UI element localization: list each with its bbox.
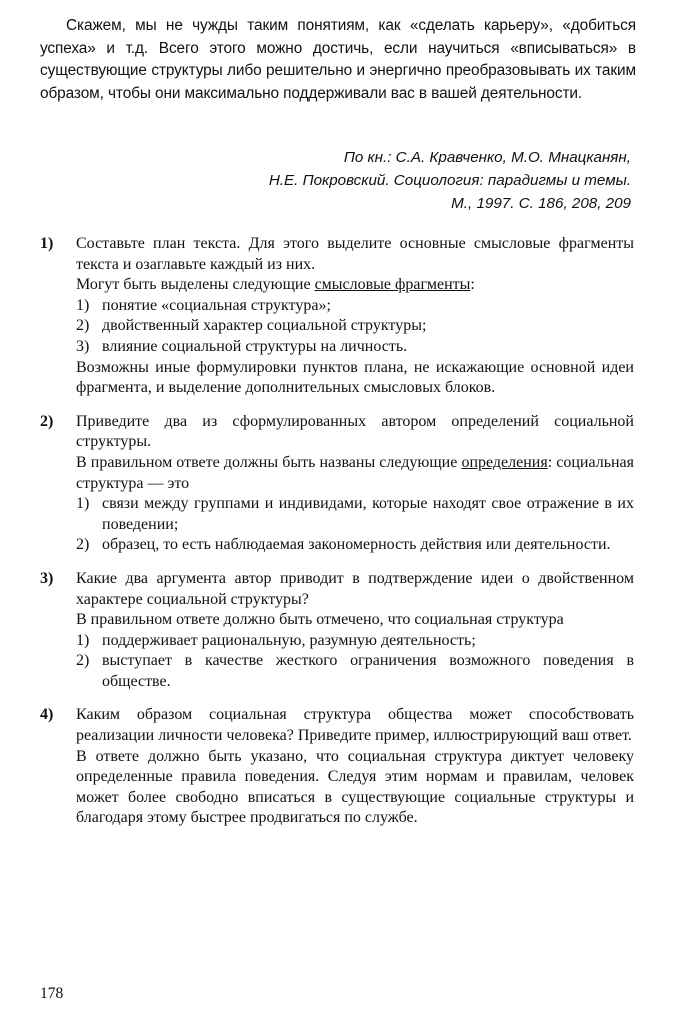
source-citation <box>31 146 631 216</box>
question-text: Составьте план текста. Для этого выделите основные смысловые фрагменты текста и озаглавьте каждый из них. <box>76 235 634 273</box>
list-item-number: 1) <box>76 631 90 649</box>
list-item <box>76 316 634 337</box>
list-item-number: 2) <box>76 652 90 670</box>
list-item-text: понятие «социальная структура»; <box>102 296 331 314</box>
question-1 <box>40 234 634 399</box>
list-item-text: поддерживает рациональную, разумную деятельность; <box>102 631 476 649</box>
answer-lead-text: Могут быть выделены следующие <box>76 276 315 294</box>
answer-lead <box>76 275 634 296</box>
question-4 <box>40 705 634 829</box>
list-item <box>76 535 634 556</box>
list-item-number: 3) <box>76 337 90 355</box>
list-item-number: 1) <box>76 495 90 513</box>
list-item-text: образец, то есть наблюдаемая закономерность действия или деятельности. <box>102 536 611 554</box>
question-number: 3) <box>40 569 54 587</box>
question-text: Каким образом социальная структура общества может способствовать реализации личности человека? Приведите пример, иллюстрирующий ваш ответ. <box>76 706 634 745</box>
list-item-number: 2) <box>76 536 90 554</box>
answer-lead <box>76 453 634 494</box>
list-item-number: 2) <box>76 317 90 335</box>
list-item <box>76 494 634 535</box>
list-item <box>76 651 634 692</box>
answer-lead-text: В правильном ответе должны быть названы следующие <box>76 453 462 471</box>
answer-lead-tail: : <box>470 276 475 294</box>
underlined-term: смысловые фрагменты <box>314 276 471 294</box>
answer-text: В ответе должно быть указано, что социальная структура диктует человеку определенные правила поведения. Следуя этим нормам и правилам, человек может более свободно вписаться в существующие социальные структуры и благодаря этому быстрее продвигаться по службе. <box>76 747 634 827</box>
answer-lead-tail: : социальная структура — это <box>76 453 635 492</box>
underlined-term: определения <box>461 453 548 471</box>
source-line-3: М., 1997. С. 186, 208, 209 <box>451 195 631 213</box>
question-list <box>40 234 634 842</box>
question-3 <box>40 569 634 693</box>
question-number: 1) <box>40 235 54 252</box>
question-2 <box>40 412 634 556</box>
answer-text: В правильном ответе должно быть отмечено, что социальная структура <box>76 611 564 629</box>
answer-note: Возможны иные формулировки пунктов плана, не искажающие основной идеи фрагмента, и выделение дополнительных смысловых блоков. <box>76 358 634 397</box>
source-line-1: По кн.: С.А. Кравченко, М.О. Мнацканян, <box>343 149 631 166</box>
question-text: Какие два аргумента автор приводит в подтверждение идеи о двойственном характере социальной структуры? <box>76 569 634 608</box>
question-number: 4) <box>40 706 54 724</box>
list-item <box>76 337 634 358</box>
list-item-text: двойственный характер социальной структуры; <box>102 317 427 335</box>
list-item <box>76 296 634 317</box>
list-item <box>76 631 634 652</box>
page-number: 178 <box>40 985 64 1002</box>
intro-paragraph: Скажем, мы не чужды таким понятиям, как «сделать карьеру», «добиться успеха» и т.д. Всего этого можно достичь, если научиться «вписываться» в существующие структуры либо решительно и энергично преобразовывать их таким образом, чтобы они максимально поддерживали вас в вашей деятельности. <box>40 17 636 102</box>
list-item-text: выступает в качестве жесткого ограничения возможного поведения в обществе. <box>102 652 634 690</box>
list-item-text: связи между группами и индивидами, которые находят свое отражение в их поведении; <box>102 495 634 533</box>
question-number: 2) <box>40 412 54 430</box>
list-item-text: влияние социальной структуры на личность. <box>102 337 408 355</box>
source-line-2: Н.Е. Покровский. Социология: парадигмы и темы. <box>268 172 631 190</box>
question-text: Приведите два из сформулированных автором определений социальной структуры. <box>76 412 634 451</box>
list-item-number: 1) <box>76 296 90 314</box>
